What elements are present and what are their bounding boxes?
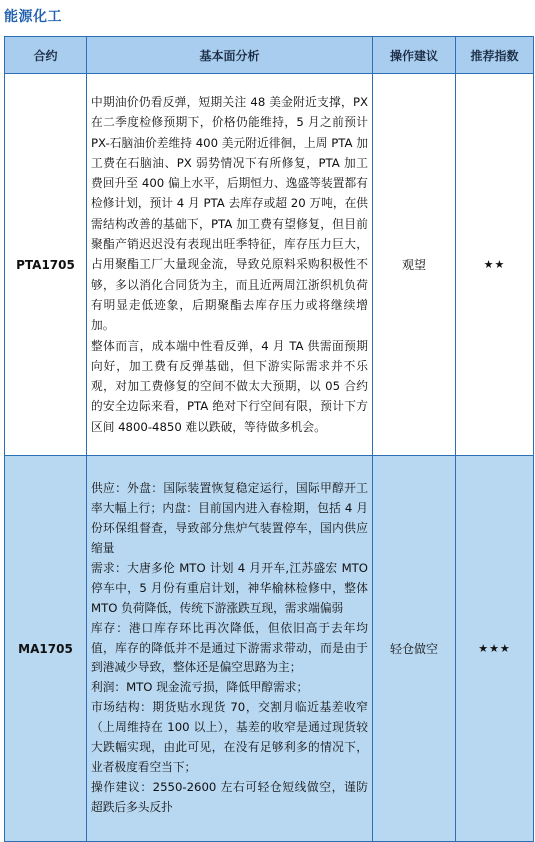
header-advice: 操作建议 bbox=[373, 37, 456, 74]
analysis-paragraph: 市场结构：期货贴水现货 70，交割月临近基差收窄（上周维持在 100 以上），基差的收窄是通过现货较大跌幅实现，由此可见，在没有足够利多的情况下，业者极度看空当下； bbox=[91, 700, 368, 774]
analysis-paragraph: 供应：外盘：国际装置恢复稳定运行，国际甲醇开工率大幅上行；内盘：目前国内进入春检期，包括 4 月份环保组督查，导致部分焦炉气装置停车，国内供应缩量 bbox=[91, 481, 368, 556]
analysis-paragraph: 库存：港口库存环比再次降低，但依旧高于去年均值，库存的降低并不是通过下游需求带动，而是由于到港减少导致，整体还是偏空思路为主； bbox=[91, 620, 368, 675]
header-contract: 合约 bbox=[5, 37, 87, 74]
advice-cell: 观望 bbox=[373, 74, 456, 456]
rating-stars: ★★ bbox=[456, 74, 534, 456]
analysis-cell bbox=[87, 74, 373, 456]
section-title: 能源化工 bbox=[4, 9, 62, 25]
analysis-paragraph: 操作建议：2550-2600 左右可轻仓短线做空，谨防超跌后多头反扑 bbox=[91, 779, 368, 814]
analysis-paragraph: 利润：MTO 现金流亏损，降低甲醇需求； bbox=[91, 680, 309, 695]
analysis-paragraph: 中期油价仍看反弹，短期关注 48 美金附近支撑，PX 在二季度检修预期下，价格仍能维持，5 月之前预计 PX-石脑油价差维持 400 美元附近徘徊，上周 PTA 加工费在石脑油、PX 弱势情况下有所修复，PTA 加工费回升至 400 偏上水平，后期恒力、逸盛等装置都有检修计划，预计 4 月 PTA 去库存或超 20 万吨，在供需结构改善的基础下，PTA 加工费有望修复，但目前聚酯产销迟迟没有表现出旺季特征，库存压力巨大，占用聚酯工厂大量现金流，导致兑原料采购积极性不够，多以消化合同货为主，而且近两周江浙织机负荷有明显走低迹象，后期聚酯去库存压力或将继续增加。 bbox=[91, 94, 368, 333]
analysis-cell bbox=[87, 456, 373, 842]
table-row bbox=[5, 456, 534, 842]
header-analysis: 基本面分析 bbox=[87, 37, 373, 74]
analysis-paragraph: 需求：大唐多伦 MTO 计划 4 月开车,江苏盛宏 MTO 停车中，5 月份有重启计划，神华榆林检修中，整体 MTO 负荷降低，传统下游涨跌互现，需求端偏弱 bbox=[91, 560, 368, 615]
header-rating: 推荐指数 bbox=[456, 37, 534, 74]
analysis-paragraph: 整体而言，成本端中性看反弹，4 月 TA 供需面预期向好，加工费有反弹基础，但下游实际需求并不乐观，对加工费修复的空间不做太大预期，以 05 合约的安全边际来看，PTA 绝对下行空间有限，预计下方区间 4800-4850 难以跌破，等待做多机会。 bbox=[91, 338, 368, 434]
rating-stars: ★★★ bbox=[456, 456, 534, 842]
contract-cell: MA1705 bbox=[5, 456, 87, 842]
advice-cell: 轻仓做空 bbox=[373, 456, 456, 842]
table-row bbox=[5, 74, 534, 456]
strategy-table bbox=[4, 36, 534, 842]
contract-cell: PTA1705 bbox=[5, 74, 87, 456]
table-header-row bbox=[5, 37, 534, 74]
